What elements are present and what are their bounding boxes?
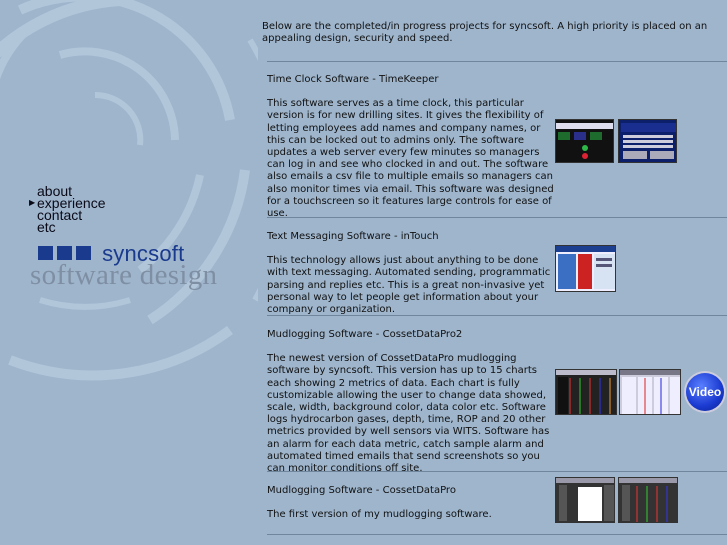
screenshot-thumbnail[interactable] bbox=[555, 119, 614, 163]
project-timekeeper bbox=[267, 61, 727, 218]
timeclock-screenshot-icon bbox=[619, 120, 677, 163]
project-cossetdatapro bbox=[267, 471, 727, 535]
project-intouch bbox=[267, 217, 727, 316]
timeclock-screenshot-icon bbox=[556, 120, 614, 163]
mudlog-screenshot-icon bbox=[620, 370, 681, 415]
screenshot-thumbnail[interactable] bbox=[618, 477, 678, 523]
project-title: Time Clock Software - TimeKeeper bbox=[267, 74, 439, 85]
main-nav bbox=[29, 183, 106, 235]
project-description: The first version of my mudlogging software. bbox=[267, 509, 492, 521]
left-panel bbox=[0, 0, 258, 545]
screenshot-thumbnail[interactable] bbox=[618, 119, 677, 163]
nav-label-contact: contact bbox=[37, 207, 83, 223]
project-description: This software serves as a time clock, this particular version is for new drilling sites. It gives the flexibility of letting employees add names and company names, or this can be locked out to admins only. The software updates a web server every few minutes so managers can log in and see who clocked in and out. The software also emails a csv file to multiple emails so managers can also monitor times via email. This software was designed for a touchscreen so it features large controls for ease of use. bbox=[267, 98, 554, 220]
mudlog-screenshot-icon bbox=[556, 370, 617, 415]
intro-text: Below are the completed/in progress projects for syncsoft. A high priority is placed on an appealing design, security and speed. bbox=[262, 21, 708, 45]
video-button[interactable]: Video bbox=[686, 373, 724, 411]
logo-brand: syncsoft bbox=[102, 241, 185, 266]
screenshot-thumbnail[interactable] bbox=[555, 369, 617, 415]
main-content bbox=[262, 21, 724, 521]
project-description: This technology allows just about anything to be done with text messaging. Automated sending, programmatic parsing and replies etc. This is a great non-invasive yet personal way to let people get information about your company or organization. bbox=[267, 255, 551, 316]
project-title: Text Messaging Software - inTouch bbox=[267, 231, 439, 242]
active-arrow-icon: ▶ bbox=[29, 198, 36, 207]
screenshot-thumbnail[interactable] bbox=[619, 369, 681, 415]
project-title: Mudlogging Software - CossetDataPro bbox=[267, 485, 456, 496]
nav-label-etc: etc bbox=[37, 219, 56, 235]
project-description: The newest version of CossetDataPro mudlogging software by syncsoft. This version has up to 15 charts each showing 2 metrics of data. Each chart is fully customizable allowing the user to change data showed, scale, width, background color, data color etc. Software logs hydrocarbon gases, depth, time, ROP and 20 other metrics provided by well sensors via WITS. Software has an alarm for each data metric, catch sample alarm and automated timed emails that send screenshots so you can monitor conditions off site. bbox=[267, 353, 550, 475]
mudlog-screenshot-icon bbox=[619, 478, 678, 523]
mudlog-screenshot-icon bbox=[556, 478, 615, 523]
project-title: Mudlogging Software - CossetDataPro2 bbox=[267, 329, 463, 340]
nav-label-about: about bbox=[37, 183, 73, 199]
nav-label-experience: experience bbox=[37, 195, 106, 211]
screenshot-thumbnail[interactable] bbox=[555, 477, 615, 523]
screenshot-thumbnail[interactable] bbox=[555, 245, 616, 292]
project-cossetdatapro2 bbox=[267, 315, 727, 475]
nav-item-etc[interactable] bbox=[37, 221, 106, 233]
intouch-screenshot-icon bbox=[556, 246, 616, 292]
logo-tagline: software design bbox=[30, 259, 218, 291]
